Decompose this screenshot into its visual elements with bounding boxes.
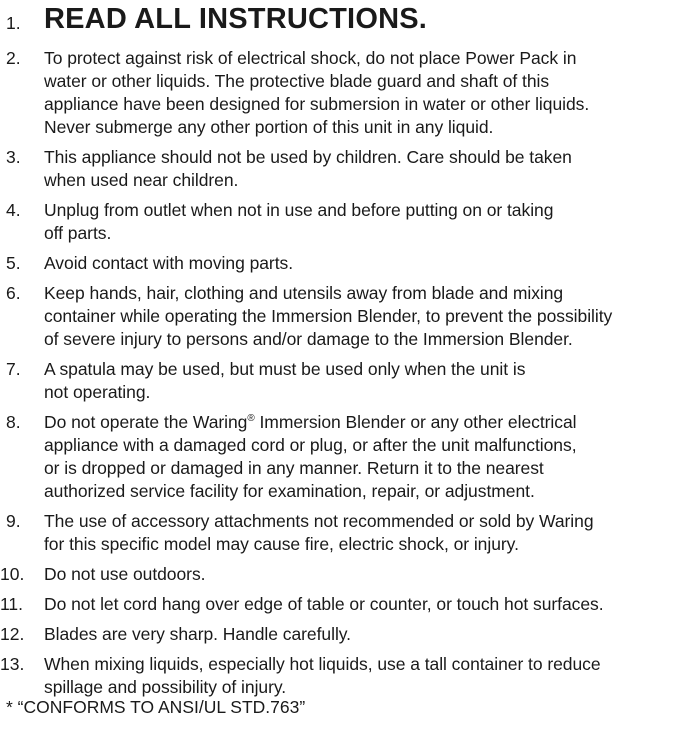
instruction-item-13 [0,653,691,699]
text-line: appliance with a damaged cord or plug, or after the unit malfunctions, [44,435,577,455]
page-heading: READ ALL INSTRUCTIONS. [44,3,428,35]
instruction-item-10 [0,563,691,586]
item-number: 11. [0,594,24,614]
text-line: for this specific model may cause fire, electric shock, or injury. [44,534,519,554]
item-text [44,358,691,404]
item-number: 10. [0,564,25,584]
text-line: not operating. [44,382,151,402]
item-text [44,510,691,556]
instruction-item-2 [0,47,691,139]
text-line: when used near children. [44,170,239,190]
text-line: or is dropped or damaged in any manner. Return it to the nearest [44,458,544,478]
item-number: 12. [0,624,25,644]
item-number: 13. [0,654,25,674]
text-line: Never submerge any other portion of this unit in any liquid. [44,117,494,137]
registered-mark: ® [247,413,255,425]
instruction-item-5 [0,252,691,275]
instruction-item-6 [0,282,691,351]
item-number: 8. [6,412,21,432]
item-text [44,47,691,139]
text-line: The use of accessory attachments not recommended or sold by Waring [44,511,594,531]
text-line: authorized service facility for examination, repair, or adjustment. [44,481,535,501]
item-text [44,199,691,245]
text-line: Avoid contact with moving parts. [44,253,294,273]
text-line: container while operating the Immersion Blender, to prevent the possibility [44,306,613,326]
instruction-item-11 [0,593,691,616]
text-line [44,411,691,434]
item-number: 9. [6,511,21,531]
instruction-item-12 [0,623,691,646]
item-text [44,411,691,503]
text-line: A spatula may be used, but must be used only when the unit is [44,359,526,379]
instruction-item-9 [0,510,691,556]
item-number: 2. [6,48,21,68]
item-number: 6. [6,283,21,303]
instruction-item-1 [0,2,691,40]
text-line: Unplug from outlet when not in use and before putting on or taking [44,200,554,220]
text-line: To protect against risk of electrical shock, do not place Power Pack in [44,48,577,68]
item-text [44,282,691,351]
instruction-item-8 [0,411,691,503]
text-segment: Do not operate the Waring [44,412,248,432]
text-line: appliance have been designed for submersion in water or other liquids. [44,94,590,114]
item-number: 4. [6,200,21,220]
text-line: This appliance should not be used by children. Care should be taken [44,147,572,167]
footnote: * “CONFORMS TO ANSI/UL STD.763” [6,697,306,717]
item-number: 5. [6,253,21,273]
instruction-item-7 [0,358,691,404]
instruction-item-4 [0,199,691,245]
text-line: Blades are very sharp. Handle carefully. [44,624,351,644]
instruction-item-3 [0,146,691,192]
text-line: of severe injury to persons and/or damage to the Immersion Blender. [44,329,573,349]
text-segment: Immersion Blender or any other electrical [254,412,577,432]
text-line: off parts. [44,223,112,243]
item-text [44,653,691,699]
text-line: water or other liquids. The protective blade guard and shaft of this [44,71,550,91]
item-number: 3. [6,147,21,167]
item-number: 1. [6,13,21,33]
item-number: 7. [6,359,21,379]
item-text [44,623,691,646]
text-line: When mixing liquids, especially hot liquids, use a tall container to reduce [44,654,601,674]
item-text [44,252,691,275]
item-text [44,563,691,586]
text-line: spillage and possibility of injury. [44,677,287,697]
text-line: Do not use outdoors. [44,564,206,584]
item-text [44,146,691,192]
text-line: Keep hands, hair, clothing and utensils away from blade and mixing [44,283,564,303]
text-line: Do not let cord hang over edge of table or counter, or touch hot surfaces. [44,594,604,614]
item-text [44,593,691,616]
